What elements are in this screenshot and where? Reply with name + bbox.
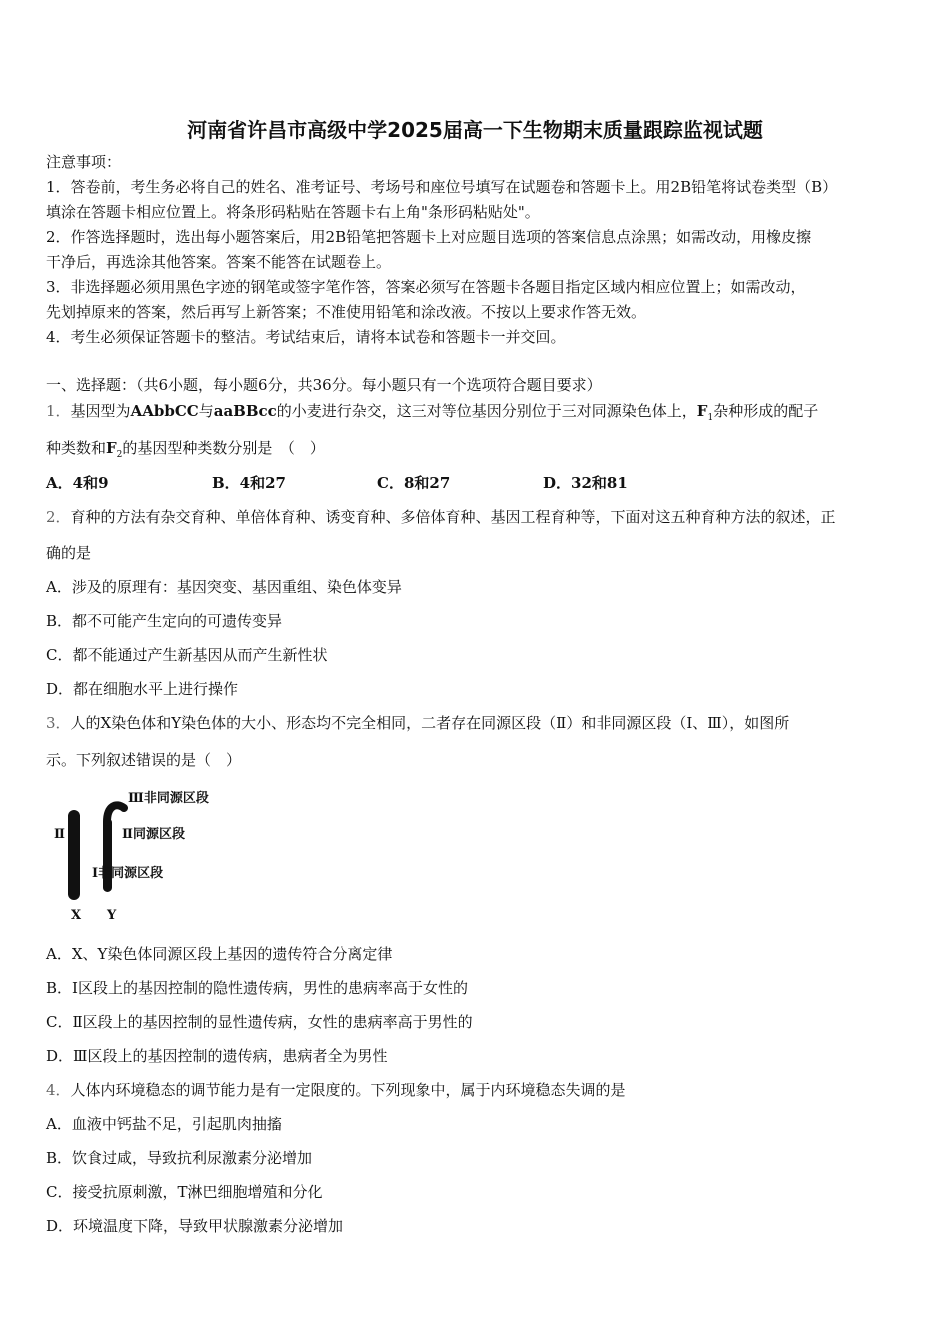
notice-line: 干净后，再选涂其他答案。答案不能答在试题卷上。 [46,253,392,271]
question-number: 4． [46,1081,71,1099]
q1-text: 的小麦进行杂交，这三对等位基因分别位于三对同源染色体上， [276,402,697,420]
question-3-line-1 [46,713,789,733]
notice-line: 先划掉原来的答案，然后再写上新答案；不准使用铅笔和涂改液。不按以上要求作答无效。 [46,303,647,321]
question-2-line-2: 确的是 [46,544,92,562]
question-1-line-1 [46,401,818,428]
f-symbol: F [106,439,117,457]
q4-text: 人体内环境稳态的调节能力是有一定限度的。下列现象中，属于内环境稳态失调的是 [70,1081,626,1099]
option-d[interactable]: D．32和81 [543,474,628,492]
x-label: X [71,908,82,923]
y-label: Y [107,908,117,923]
question-number: 1． [46,402,71,420]
label-segment-i: Ⅰ非同源区段 [92,866,164,881]
option-a[interactable]: A．涉及的原理有：基因突变、基因重组、染色体变异 [46,578,402,596]
question-2-line-1 [46,507,836,527]
page-title: 河南省许昌市高级中学2025届高一下生物期末质量跟踪监视试题 [187,118,763,142]
option-d[interactable]: D．环境温度下降，导致甲状腺激素分泌增加 [46,1217,344,1235]
option-d[interactable]: D．都在细胞水平上进行操作 [46,680,239,698]
subscript: 1 [707,413,714,423]
q1-text: 基因型为 [70,402,131,420]
question-4-line-1 [46,1080,626,1100]
option-c[interactable]: C．8和27 [377,474,451,492]
question-1-line-2 [46,438,325,465]
label-segment-iii: Ⅲ非同源区段 [128,791,209,806]
option-a[interactable]: A．4和9 [46,474,109,492]
option-b[interactable]: B．4和27 [212,474,286,492]
left-label: Ⅱ [54,827,65,842]
question-number: 3． [46,714,71,732]
notice-line: 填涂在答题卡相应位置上。将条形码粘贴在答题卡右上角"条形码粘贴处"。 [46,203,540,221]
q1-text: 种类数和 [46,439,107,457]
label-segment-ii: Ⅱ同源区段 [122,827,185,842]
notice-line: 4．考生必须保证答题卡的整洁。考试结束后，请将本试卷和答题卡一并交回。 [46,328,566,346]
option-c[interactable]: C．接受抗原刺激，T淋巴细胞增殖和分化 [46,1183,323,1201]
option-b[interactable]: B．Ⅰ区段上的基因控制的隐性遗传病，男性的患病率高于女性的 [46,979,468,997]
option-b[interactable]: B．饮食过咸，导致抗利尿激素分泌增加 [46,1149,313,1167]
notice-heading: 注意事项： [46,153,122,171]
q2-text: 育种的方法有杂交育种、单倍体育种、诱变育种、多倍体育种、基因工程育种等，下面对这五种育种方法的叙述，正 [70,508,836,526]
notice-line: 1．答卷前，考生务必将自己的姓名、准考证号、考场号和座位号填写在试题卷和答题卡上。用2B铅笔将试卷类型（B） [46,178,838,196]
option-a[interactable]: A．X、Y染色体同源区段上基因的遗传符合分离定律 [46,945,393,963]
genotype-b: aaBBcc [213,402,277,420]
subscript: 2 [116,450,123,460]
notice-line: 3．非选择题必须用黑色字迹的钢笔或签字笔作答，答案必须写在答题卡各题目指定区域内相应位置上；如需改动， [46,278,806,296]
q3-text: 人的X染色体和Y染色体的大小、形态均不完全相同，二者存在同源区段（Ⅱ）和非同源区段（Ⅰ、Ⅲ），如图所 [70,714,790,732]
y-chromosome-hook [107,805,124,822]
q1-text: 与 [198,402,214,420]
section-heading: 一、选择题：（共6小题，每小题6分，共36分。每小题只有一个选项符合题目要求） [46,376,602,394]
f-symbol: F [696,402,708,420]
notice-line: 2．作答选择题时，选出每小题答案后，用2B铅笔把答题卡上对应题目选项的答案信息点涂黑；如需改动，用橡皮擦 [46,228,812,246]
option-d[interactable]: D．Ⅲ区段上的基因控制的遗传病，患病者全为男性 [46,1047,388,1065]
question-number: 2． [46,508,71,526]
q1-text: 的基因型种类数分别是 （ ） [122,439,325,457]
option-c[interactable]: C．Ⅱ区段上的基因控制的显性遗传病，女性的患病率高于男性的 [46,1013,473,1031]
option-a[interactable]: A．血液中钙盐不足，引起肌肉抽搐 [46,1115,282,1133]
q1-text: 杂种形成的配子 [713,402,819,420]
question-3-line-2: 示。下列叙述错误的是（ ） [46,751,242,769]
chromosome-figure [46,780,266,925]
option-c[interactable]: C．都不能通过产生新基因从而产生新性状 [46,646,328,664]
option-b[interactable]: B．都不可能产生定向的可遗传变异 [46,612,283,630]
genotype-a: AAbbCC [130,402,199,420]
x-chromosome [68,810,80,900]
